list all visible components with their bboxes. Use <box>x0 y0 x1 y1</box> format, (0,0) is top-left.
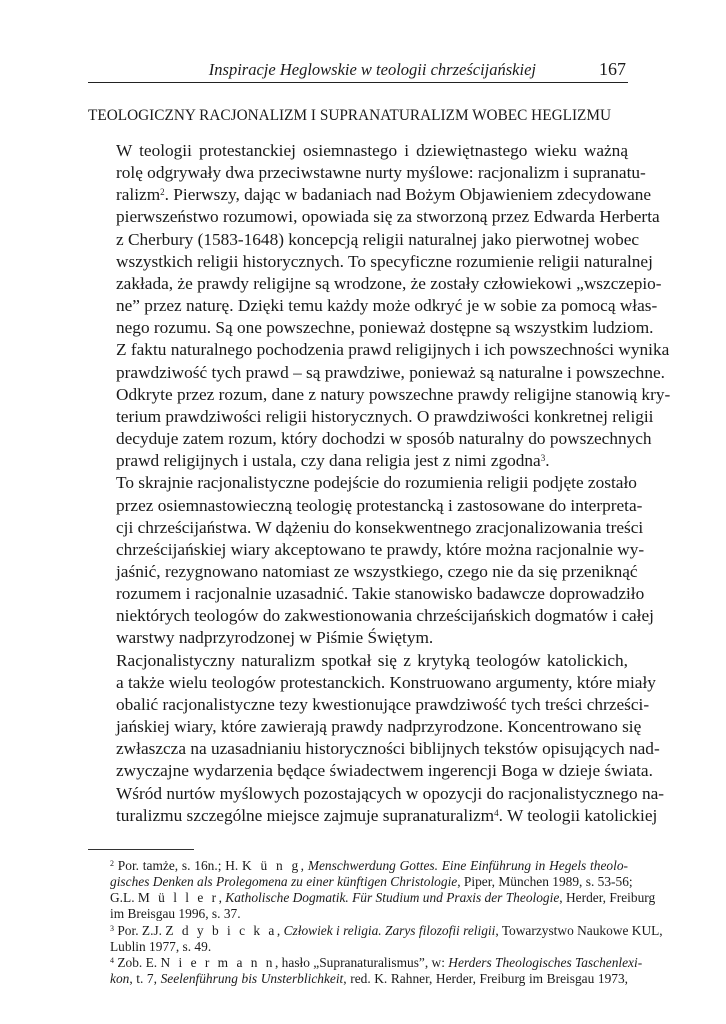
text-line: wszystkich religii historycznych. To specyficzne rozumienie religii naturalnej <box>116 251 653 271</box>
text-line: Z faktu naturalnego pochodzenia prawd religijnych i ich powszechności wynika <box>116 340 670 360</box>
paragraph-2 <box>88 472 654 649</box>
footnote-text: , Herder, Freiburg <box>559 890 656 906</box>
running-header <box>88 52 628 83</box>
footnote-text: , <box>300 857 308 873</box>
text-line: warstwy nadprzyrodzonej w Piśmie Świętym. <box>116 628 434 648</box>
author-name: K ü n g <box>242 857 301 873</box>
text-line: obalić racjonalistyczne tezy kwestionujące prawdziwość tych treści chrześci- <box>116 694 650 714</box>
footnote-line <box>88 858 628 874</box>
footnote-ref: 3 <box>540 453 546 464</box>
text-line: z Cherbury (1583-1648) koncepcją religii naturalnej jako pierwotnej wobec <box>116 229 640 249</box>
footnote-2 <box>88 857 656 923</box>
footnote-text: , <box>218 890 226 906</box>
footnote-text: Por. Z.J. <box>117 922 166 938</box>
work-title: Seelenführung bis Unsterblichkeit <box>160 971 344 987</box>
text-line: a także wielu teologów protestanckich. Konstruowano argumenty, które miały <box>116 672 656 692</box>
page-number: 167 <box>599 59 626 79</box>
footnote-text: , <box>276 922 284 938</box>
section-heading: TEOLOGICZNY RACJONALIZM I SUPRANATURALIZM WOBEC HEGLIZMU <box>88 107 612 124</box>
footnote-text: Por. tamże, s. 16n.; H. <box>117 857 243 873</box>
footnotes <box>88 857 663 988</box>
author-name: M ü l l e r <box>137 890 219 906</box>
footnote-text: , Towarzystwo Naukowe KUL, <box>495 922 663 938</box>
text-fragment: . <box>545 451 550 471</box>
footnote-divider <box>88 849 194 850</box>
footnote-text: Zob. E. <box>117 955 161 971</box>
footnote-text: , red. K. Rahner, Herder, Freiburg im Breisgau 1973, <box>343 971 629 987</box>
text-line: To skrajnie racjonalistyczne podejście do rozumienia religii podjęte zostało <box>116 473 637 493</box>
text-line: zwłaszcza na uzasadnianiu historyczności biblijnych tekstów opisujących nad- <box>116 739 660 759</box>
work-title: kon <box>110 971 130 987</box>
text-line: pierwszeństwo rozumowi, opowiada się za stworzoną przez Edwarda Herberta <box>116 207 660 227</box>
footnote-line <box>88 874 633 890</box>
work-title: Katholische Dogmatik. Für Studium und Praxis der Theologie <box>225 890 560 906</box>
footnote-3 <box>88 922 663 955</box>
text-line <box>88 184 652 206</box>
footnote-number: 4 <box>110 956 114 966</box>
text-line: prawdziwość tych prawd – są prawdziwe, ponieważ są naturalne i powszechne. <box>116 362 665 382</box>
text-fragment: turalizmu szczególne miejsce zajmuje supranaturalizm <box>116 805 495 825</box>
text-line: W teologii protestanckiej osiemnastego i dziewiętnastego wieku ważną <box>116 141 628 160</box>
text-line: jańskiej wiary, które zawierają prawdy nadprzyrodzone. Koncentrowano się <box>116 717 642 737</box>
footnote-4 <box>88 955 643 987</box>
paragraph-1 <box>88 140 671 472</box>
text-line: zwyczajne wydarzenia będące świadectwem ingerencji Boga w dzieje świata. <box>116 761 653 781</box>
text-line: Racjonalistyczny naturalizm spotkał się z krytyką teologów katolickich, <box>116 650 628 670</box>
footnote-ref: 4 <box>494 807 499 818</box>
work-title: Menschwerdung Gottes. Eine Einführung in Hegels theolo- <box>307 857 628 873</box>
work-title: Herders Theologisches Taschenlexi- <box>448 955 643 971</box>
text-line: rozumem i racjonalnie uzasadnić. Takie stanowisko badawcze doprowadziło <box>116 584 645 604</box>
text-line: terium prawdziwości religii historycznych. O prawdziwości konkretnej religii <box>116 406 654 426</box>
running-title: Inspiracje Heglowskie w teologii chrześcijańskiej <box>208 60 536 79</box>
text-line: ne” przez naturę. Dzięki temu każdy może odkryć je w sobie za pomocą włas- <box>116 296 658 316</box>
footnote-number: 3 <box>110 923 114 933</box>
footnote-text: , Piper, München 1989, s. 53-56; <box>457 874 633 890</box>
author-name: Z d y b i c k a <box>165 922 277 938</box>
footnote-line <box>88 922 663 939</box>
text-line: Wśród nurtów myślowych pozostających w opozycji do racjonalistycznego na- <box>116 783 665 803</box>
footnote-text: , t. 7, <box>129 971 161 987</box>
document-page <box>88 52 671 987</box>
text-line: zakłada, że prawdy religijne są wrodzone, że zostały człowiekowi „wszczepio- <box>116 273 662 293</box>
text-fragment: prawd religijnych i ustala, czy dana religia jest z nimi zgodna <box>116 451 541 471</box>
footnote-text: , hasło „Supranaturalismus”, w: <box>274 955 449 971</box>
text-line: rolę odgrywały dwa przeciwstawne nurty myślowe: racjonalizm i supranatu- <box>116 163 646 183</box>
text-line <box>88 450 628 472</box>
text-fragment: . W teologii katolickiej <box>498 805 658 825</box>
footnote-line <box>88 971 628 987</box>
text-fragment: . Pierwszy, dając w badaniach nad Bożym Objawieniem zdecydowane <box>164 185 652 205</box>
text-line: chrześcijańskiej wiary akceptowano te prawdy, które można racjonalnie wy- <box>116 539 645 559</box>
text-line: przez osiemnastowieczną teologię protestancką i zastosowane do interpreta- <box>116 495 643 515</box>
footnote-text: G.L. <box>110 890 138 906</box>
text-line: niektórych teologów do zakwestionowania chrześcijańskich dogmatów i całej <box>116 606 654 626</box>
author-name: N i e r m a n n <box>160 955 275 971</box>
text-line: jaśnić, rezygnowano natomiast ze wszystkiego, czego nie da się przeniknąć <box>116 561 638 581</box>
text-line <box>88 805 658 827</box>
text-line: nego rozumu. Są one powszechne, ponieważ dostępne są wszystkim ludziom. <box>116 318 654 338</box>
text-line: cji chrześcijaństwa. W dążeniu do konsekwentnego zracjonalizowania treści <box>116 517 644 537</box>
footnote-line: Lublin 1977, s. 49. <box>110 938 212 954</box>
text-fragment: ralizm <box>116 185 161 205</box>
paragraph-3 <box>88 650 665 827</box>
work-title: gisches Denken als Prolegomena zu einer künftigen Christologie <box>110 874 458 890</box>
footnote-line <box>88 890 656 906</box>
footnote-number: 2 <box>110 858 114 868</box>
text-line: decyduje zatem rozum, który dochodzi w sposób naturalny do powszechnych <box>116 429 652 449</box>
footnote-line: im Breisgau 1996, s. 37. <box>110 906 241 922</box>
work-title: Człowiek i religia. Zarys filozofii religii <box>283 922 496 938</box>
footnote-line <box>88 955 643 971</box>
text-line: Odkryte przez rozum, dane z natury powszechne prawdy religijne stanowią kry- <box>116 384 671 404</box>
body-text <box>88 140 671 827</box>
footnote-ref: 2 <box>160 187 165 198</box>
